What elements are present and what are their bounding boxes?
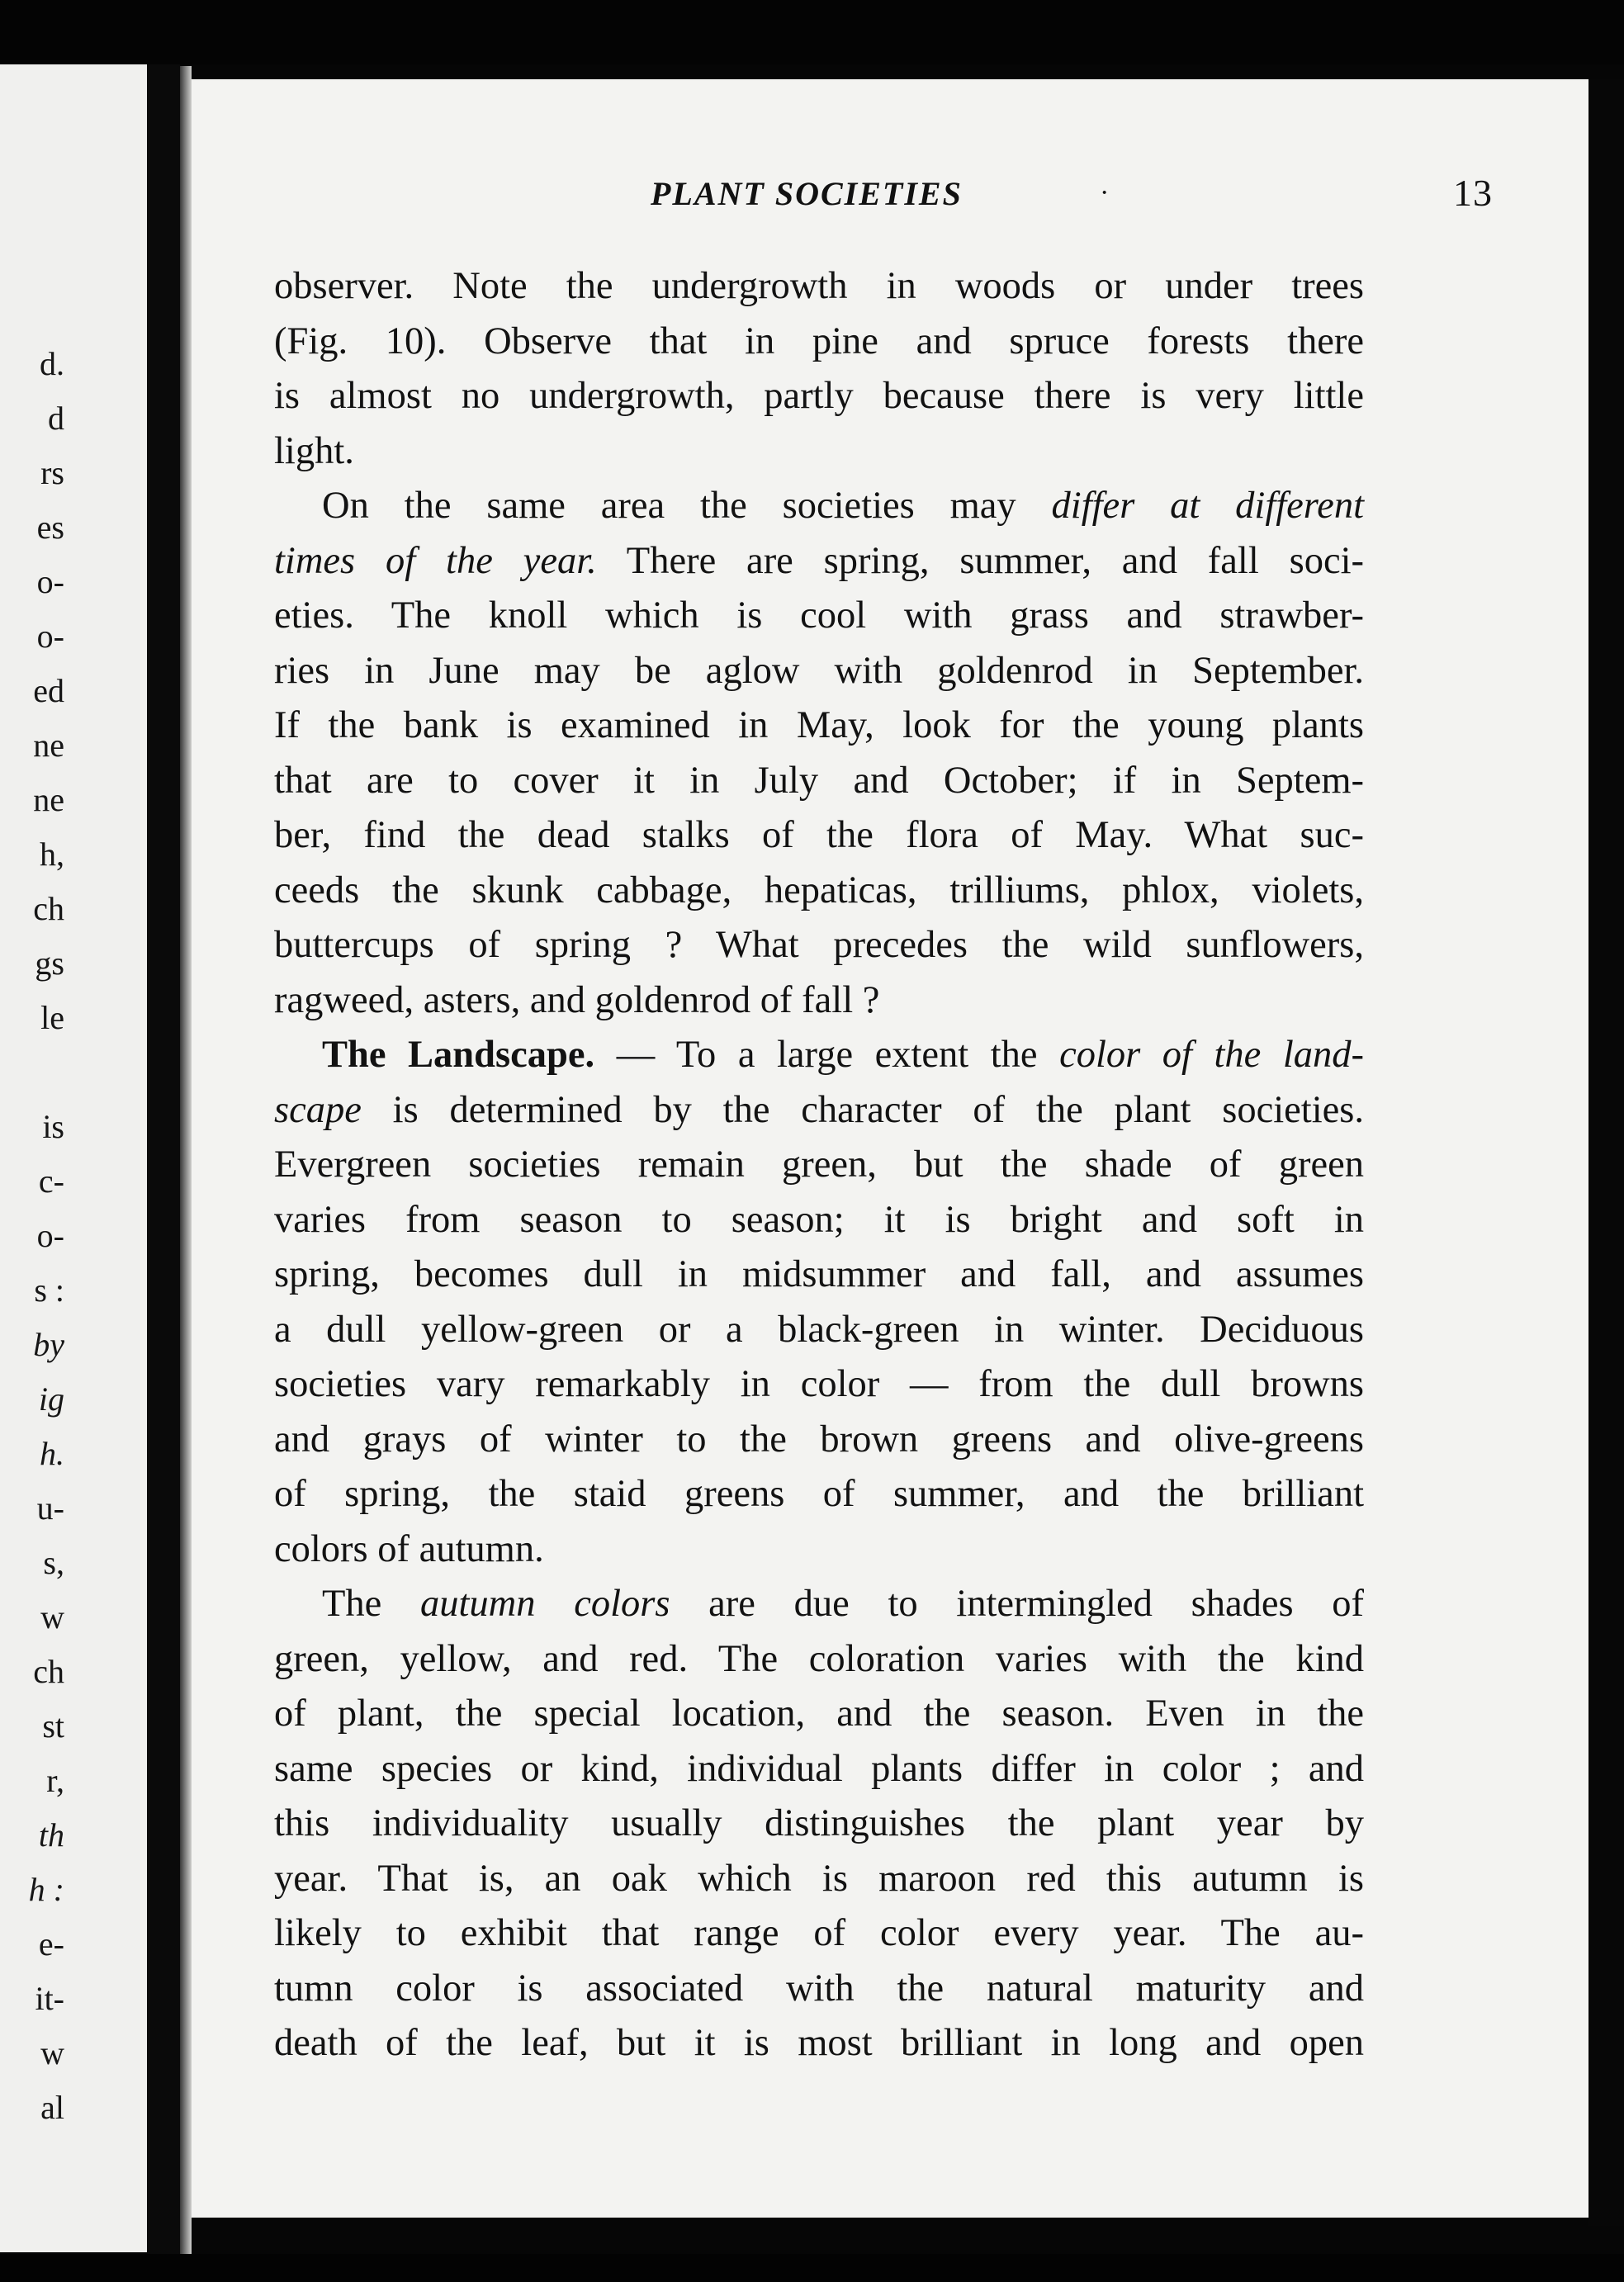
facing-page-fragment: ne <box>33 727 64 764</box>
text-line: eties. The knoll which is cool with grass and strawber- <box>274 594 1364 637</box>
facing-page-fragment: d. <box>40 345 64 382</box>
text-line: light. <box>274 429 354 472</box>
section-heading: The Landscape. <box>322 1034 595 1076</box>
facing-page-fragment: r, <box>46 1762 64 1799</box>
running-head <box>192 174 1588 224</box>
film-border-top <box>0 0 1624 64</box>
facing-page-fragment: h, <box>40 836 64 873</box>
facing-page-fragment: h. <box>40 1435 64 1472</box>
facing-page-fragment: gs <box>35 945 64 982</box>
text-line: same species or kind, individual plants differ in color ; and <box>274 1747 1364 1790</box>
text-line: year. That is, an oak which is maroon red this autumn is <box>274 1857 1364 1900</box>
facing-page-fragment: d <box>48 400 64 437</box>
text-line: (Fig. 10). Observe that in pine and spruce forests there <box>274 320 1364 362</box>
running-title: PLANT SOCIETIES <box>651 175 963 212</box>
emphasis: times of the year. <box>274 539 597 582</box>
text-line <box>274 479 1364 534</box>
facing-page-fragment: ch <box>33 1653 64 1690</box>
facing-page-fragment: is <box>42 1108 64 1145</box>
text-run: are due to intermingled shades of <box>670 1583 1365 1625</box>
emphasis: color of the land- <box>1059 1034 1364 1076</box>
text-line: and grays of winter to the brown greens and olive-greens <box>274 1418 1364 1461</box>
paragraph <box>274 259 1364 479</box>
facing-page-fragment: st <box>42 1707 64 1745</box>
text-line: ceeds the skunk cabbage, hepaticas, trilliums, phlox, violets, <box>274 869 1364 911</box>
text-line: spring, becomes dull in midsummer and fall, and assumes <box>274 1253 1364 1295</box>
facing-page-fragment: es <box>36 509 64 546</box>
facing-page-fragment: th <box>38 1816 64 1854</box>
facing-page-fragment: c- <box>38 1162 64 1200</box>
emphasis: autumn colors <box>420 1583 670 1625</box>
text-run: There are spring, summer, and fall soci- <box>596 539 1364 582</box>
facing-page-fragment: w <box>40 1598 64 1636</box>
facing-page-fragment: o- <box>36 618 64 655</box>
text-line <box>274 1028 1364 1083</box>
text-line: ries in June may be aglow with goldenrod in September. <box>274 649 1364 692</box>
text-line: colors of autumn. <box>274 1527 544 1570</box>
text-line: If the bank is examined in May, look for the young plants <box>274 704 1364 746</box>
film-border-right <box>1588 79 1624 2226</box>
book-gutter <box>147 64 180 2269</box>
facing-page-fragment: h : <box>28 1871 64 1908</box>
facing-page-fragment: al <box>40 2089 64 2126</box>
text-line <box>274 534 1364 589</box>
page-body <box>274 259 1364 2071</box>
text-line: societies vary remarkably in color — from the dull browns <box>274 1363 1364 1405</box>
text-line: of spring, the staid greens of summer, and the brilliant <box>274 1473 1364 1515</box>
facing-page-fragment: s : <box>34 1271 64 1309</box>
text-line: Evergreen societies remain green, but the shade of green <box>274 1143 1364 1186</box>
facing-page-fragment: e- <box>38 1925 64 1962</box>
text-line: death of the leaf, but it is most brilliant in long and open <box>274 2022 1364 2064</box>
text-line <box>274 1083 1364 1139</box>
facing-page-fragment: by <box>33 1326 64 1363</box>
facing-page-fragment: le <box>40 999 64 1036</box>
paragraph <box>274 1577 1364 2071</box>
text-line: varies from season to season; it is bright and soft in <box>274 1198 1364 1241</box>
text-line: likely to exhibit that range of color every year. The au- <box>274 1912 1364 1954</box>
gutter-shadow <box>180 66 192 2262</box>
paragraph <box>274 1028 1364 1577</box>
text-line: green, yellow, and red. The coloration varies with the kind <box>274 1637 1364 1680</box>
facing-page-fragment: w <box>40 2034 64 2071</box>
facing-page-fragment: ne <box>33 781 64 818</box>
text-line: of plant, the special location, and the season. Even in the <box>274 1693 1364 1735</box>
text-line: that are to cover it in July and October; if in Septem- <box>274 759 1364 802</box>
paragraph <box>274 479 1364 1028</box>
facing-page-fragment <box>0 1045 64 1100</box>
text-run: The <box>322 1583 420 1625</box>
text-line: is almost no undergrowth, partly because there is very little <box>274 375 1364 417</box>
facing-page-fragment: ig <box>38 1380 64 1418</box>
facing-page-fragment: o- <box>36 1217 64 1254</box>
film-border-bottom <box>0 2254 1624 2282</box>
facing-page-fragment: u- <box>36 1489 64 1527</box>
running-head-separator: · <box>1100 178 1110 208</box>
facing-page-fragment: o- <box>36 563 64 600</box>
facing-page-fragment: rs <box>40 454 64 491</box>
facing-page-fragment: ed <box>33 672 64 709</box>
book-page <box>192 79 1588 2218</box>
text-line: buttercups of spring ? What precedes the wild sunflowers, <box>274 924 1364 966</box>
text-line: a dull yellow-green or a black-green in winter. Deciduous <box>274 1308 1364 1351</box>
page-number: 13 <box>1453 172 1493 214</box>
facing-page-fragment: it- <box>35 1980 64 2017</box>
facing-page-fragment: s, <box>43 1544 64 1581</box>
text-run: On the same area the societies may <box>322 485 1052 527</box>
emphasis: differ at different <box>1051 485 1364 527</box>
text-line: observer. Note the undergrowth in woods or under trees <box>274 265 1364 307</box>
facing-page-text-fragments <box>0 337 64 2135</box>
text-run: is determined by the character of the plant societies. <box>361 1088 1364 1131</box>
text-line: tumn color is associated with the natural maturity and <box>274 1967 1364 2010</box>
facing-page-edge <box>0 64 147 2252</box>
facing-page-fragment: ch <box>33 890 64 927</box>
text-line: ber, find the dead stalks of the flora of May. What suc- <box>274 814 1364 856</box>
text-line: ragweed, asters, and goldenrod of fall ? <box>274 978 880 1021</box>
text-line <box>274 1577 1364 1632</box>
text-line: this individuality usually distinguishes the plant year by <box>274 1802 1364 1844</box>
emphasis: scape <box>274 1088 362 1131</box>
text-run: — To a large extent the <box>594 1034 1060 1076</box>
